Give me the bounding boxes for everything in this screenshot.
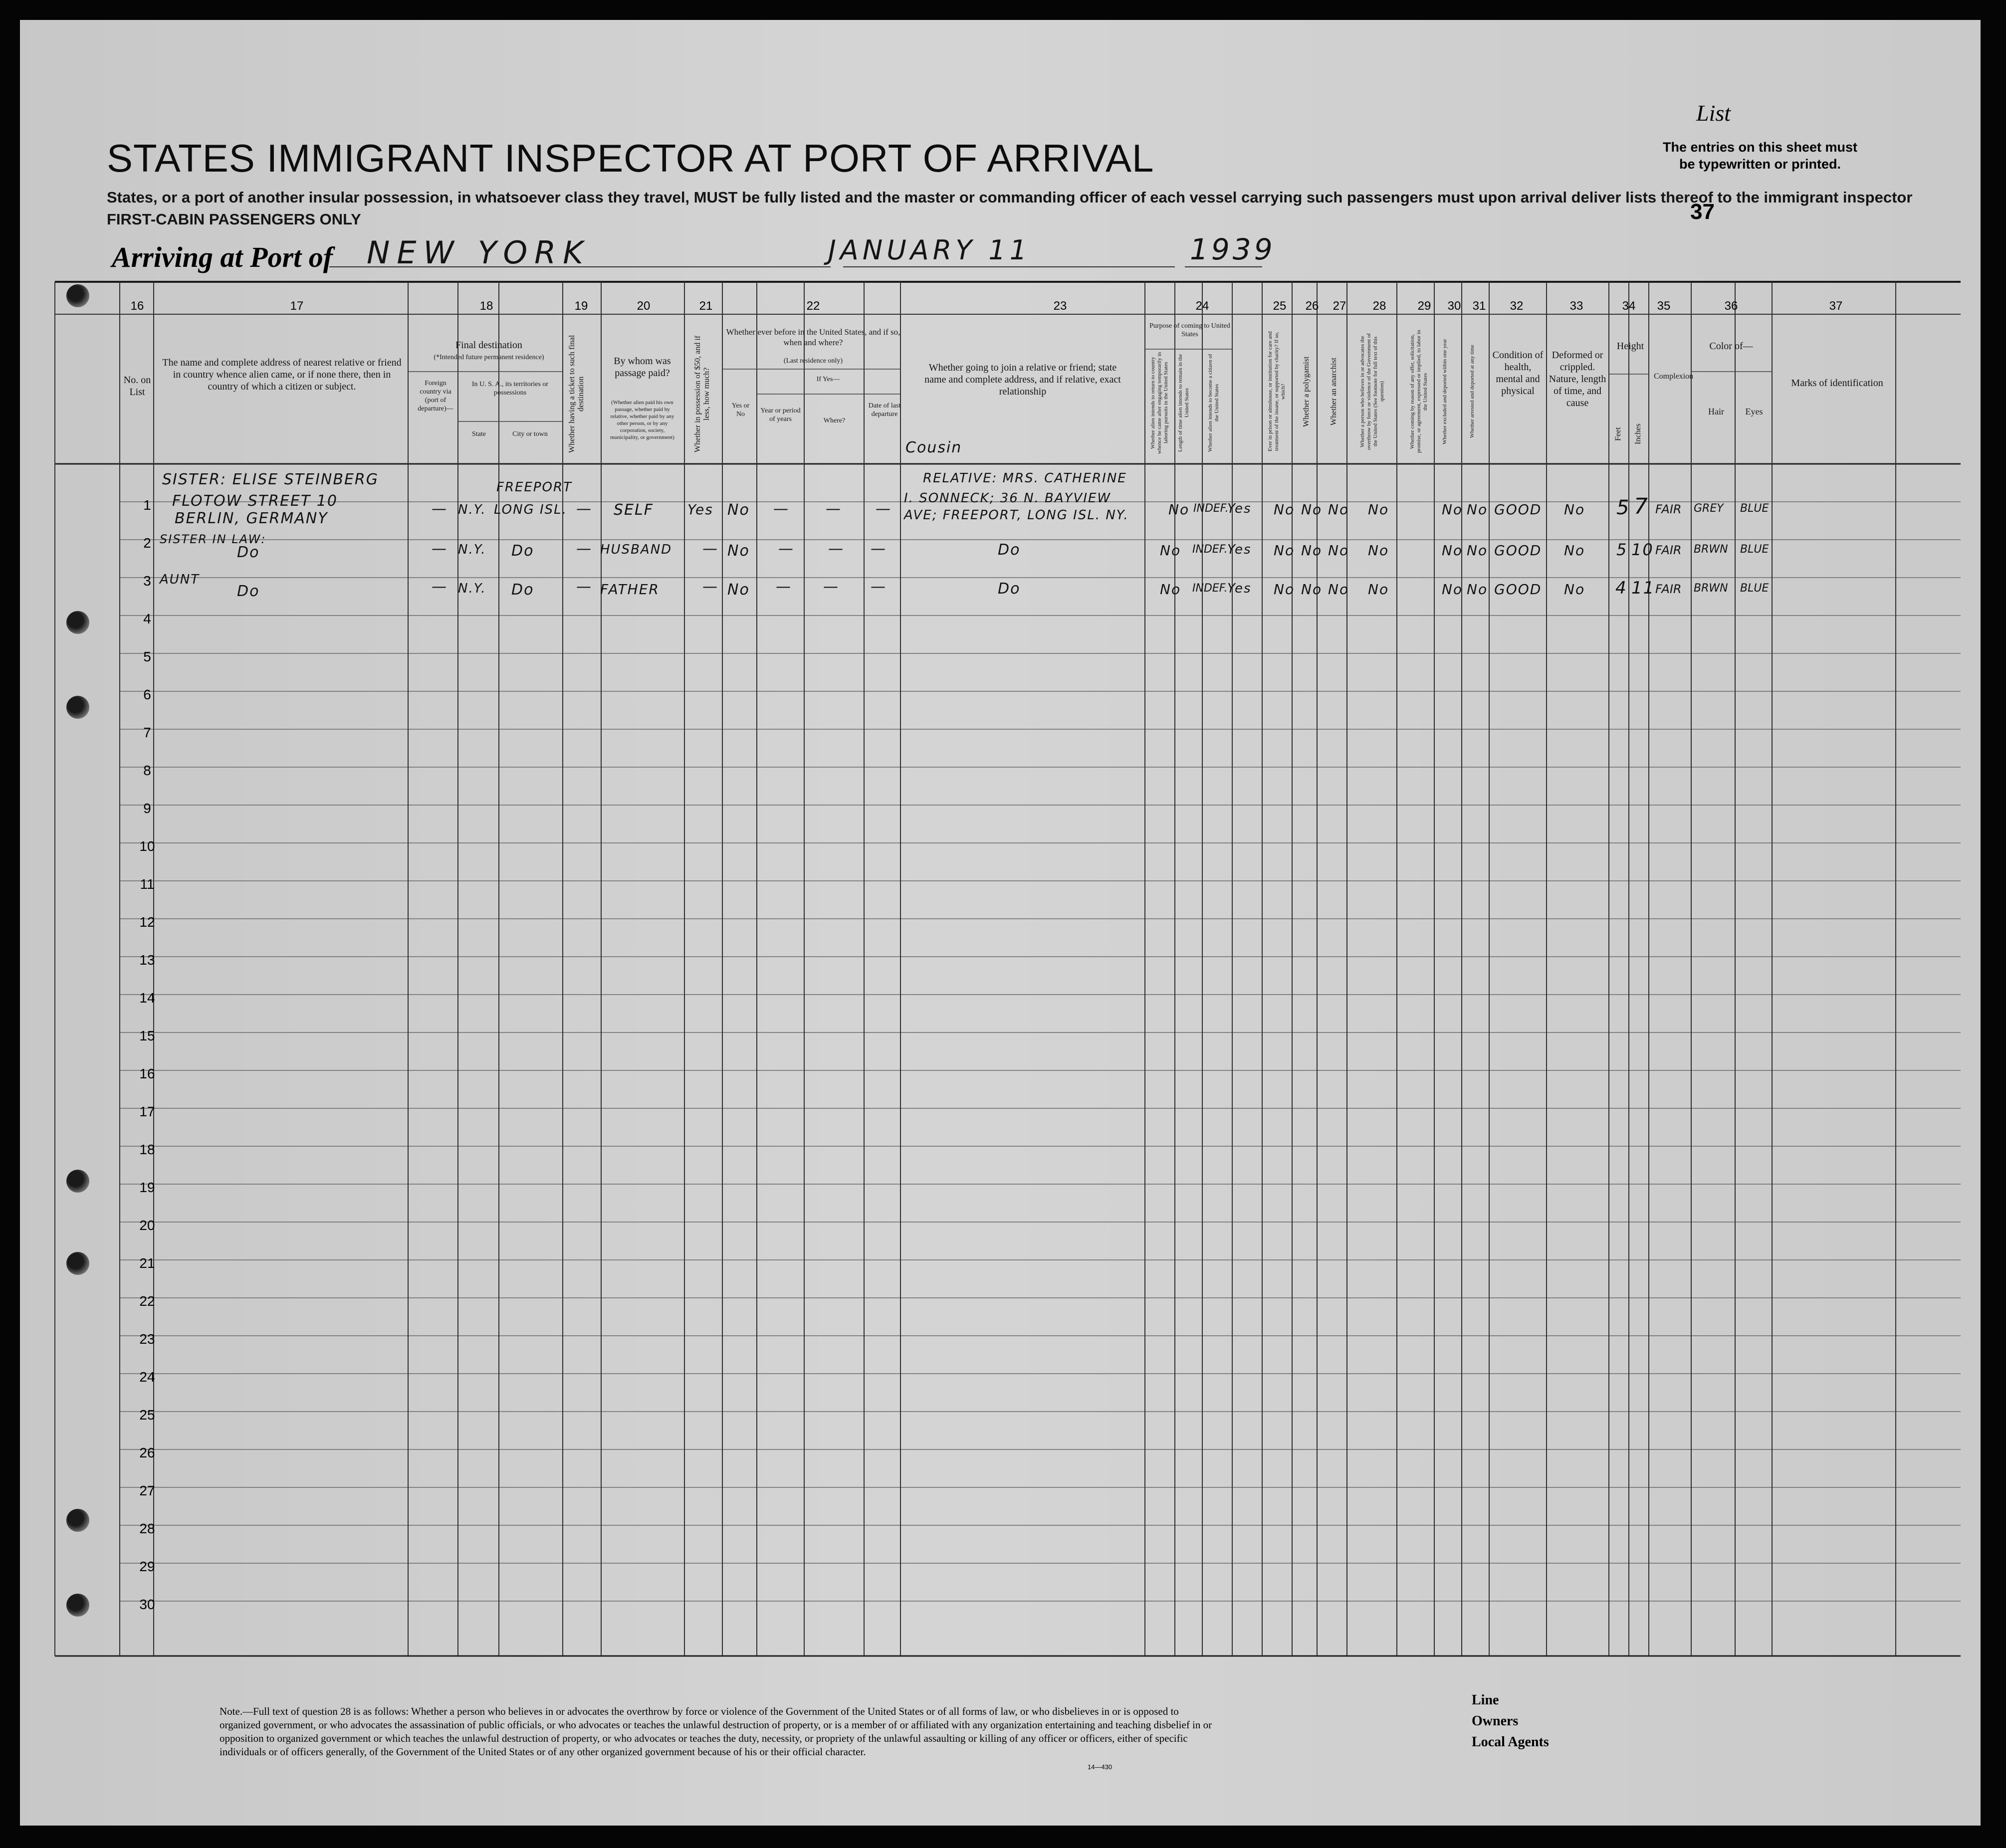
row-number: 29	[139, 1559, 155, 1574]
row-number: 26	[139, 1445, 155, 1460]
year-period-value: —	[773, 500, 789, 518]
heading-purpose: Purpose of coming to United States	[1149, 322, 1230, 338]
polygamist-value: No	[1301, 581, 1323, 598]
heading-state: State	[472, 430, 486, 438]
possession-value: —	[702, 578, 718, 596]
col-num-36: 36	[1724, 299, 1738, 313]
city-value: Do	[511, 542, 534, 560]
col-num-17: 17	[290, 299, 304, 313]
relative-ditto: Do	[237, 544, 260, 561]
col-num-34: 34	[1622, 299, 1636, 313]
joining-line: RELATIVE: MRS. CATHERINE	[923, 471, 1127, 486]
row-number: 6	[143, 687, 151, 702]
class-line: FIRST-CABIN PASSENGERS ONLY	[107, 210, 361, 228]
punch-hole	[66, 1509, 89, 1532]
length-value: INDEF.	[1193, 502, 1229, 515]
departure-value: —	[876, 500, 892, 518]
hair-value: GREY	[1694, 502, 1724, 515]
feet-value: 4	[1615, 578, 1627, 598]
heading-purpose-citizen: Whether alien intends to become a citizen of the United States	[1207, 354, 1220, 452]
ever-before-value: No	[727, 542, 750, 560]
heading-joining-relative: Whether going to join a relative or friend; state name and complete address, and if relative, exact relationship	[924, 362, 1121, 397]
excluded-value: No	[1442, 542, 1463, 559]
relative-line: AUNT	[160, 572, 200, 587]
row-number: 9	[143, 801, 151, 816]
relative-line: FLOTOW STREET 10	[172, 492, 338, 510]
city-value: Do	[511, 581, 534, 599]
heading-color-of: Color of—	[1709, 341, 1753, 352]
row-number: 16	[139, 1066, 155, 1081]
citizen-value: Yes	[1227, 542, 1252, 557]
heading-marks: Marks of identification	[1791, 378, 1883, 389]
punch-hole	[66, 284, 89, 307]
col-num-35: 35	[1657, 299, 1671, 313]
entries-note: The entries on this sheet must be typewritten or printed.	[1662, 140, 1858, 172]
year-value: 1939	[1190, 232, 1276, 266]
polygamist-value: No	[1301, 542, 1323, 559]
deformed-value: No	[1564, 581, 1585, 598]
eyes-value: BLUE	[1740, 582, 1769, 595]
prison-value: No	[1274, 581, 1295, 598]
date-value: JANUARY 11	[828, 234, 1031, 266]
joining-ditto: Do	[998, 580, 1021, 598]
joining-ditto: Do	[998, 541, 1021, 559]
joining-annotation: Cousin	[905, 439, 962, 456]
city-value: FREEPORT	[496, 480, 572, 495]
row-number: 28	[139, 1521, 155, 1536]
return-value: No	[1160, 581, 1181, 598]
heading-inches: Inches	[1634, 423, 1642, 444]
anarchist-value: No	[1328, 501, 1349, 518]
ticket-value: —	[576, 500, 592, 518]
ticket-value: —	[576, 540, 592, 558]
col-num-25: 25	[1273, 299, 1287, 313]
heading-if-yes: If Yes—	[816, 376, 840, 383]
health-value: GOOD	[1494, 501, 1542, 518]
length-value: INDEF.	[1192, 543, 1228, 556]
return-value: No	[1168, 501, 1190, 518]
col-num-21: 21	[699, 299, 713, 313]
row-number: 8	[143, 763, 151, 778]
list-label: List	[1696, 100, 1731, 126]
heading-date-departure: Date of last departure	[868, 402, 901, 418]
row-number: 3	[143, 573, 151, 589]
state-value: N.Y.	[458, 581, 486, 596]
heading-purpose-length: Length of time alien intends to remain in the United States	[1177, 354, 1190, 452]
row-number: 23	[139, 1331, 155, 1347]
where-value: —	[823, 578, 839, 596]
inches-value: 7	[1634, 494, 1649, 519]
row-number: 22	[139, 1293, 155, 1309]
heading-height: Height	[1616, 341, 1644, 352]
heading-where: Where?	[823, 417, 846, 424]
joining-line: I. SONNECK; 36 N. BAYVIEW	[904, 491, 1112, 506]
heading-final-destination: Final destination	[455, 340, 522, 351]
feet-value: 5	[1616, 540, 1628, 559]
inches-value: 10	[1631, 540, 1654, 559]
col-num-20: 20	[637, 299, 651, 313]
anarchist-value: No	[1328, 542, 1349, 559]
complexion-value: FAIR	[1655, 582, 1682, 596]
overthrow-value: No	[1368, 581, 1389, 598]
heading-hair: Hair	[1708, 407, 1724, 416]
heading-final-destination-sub: (*Intended future permanent residence)	[434, 354, 544, 361]
punch-hole	[66, 696, 89, 719]
joining-line: AVE; FREEPORT, LONG ISL. NY.	[904, 508, 1129, 523]
col-num-37: 37	[1829, 299, 1843, 313]
row-number: 20	[139, 1218, 155, 1233]
line-label: Line	[1472, 1692, 1499, 1708]
row-number: 25	[139, 1407, 155, 1423]
col-num-23: 23	[1053, 299, 1067, 313]
sheet-number: 37	[1690, 200, 1715, 224]
excluded-value: No	[1442, 501, 1463, 518]
row-number: 24	[139, 1369, 155, 1385]
form-code: 14—430	[1088, 1763, 1113, 1771]
relative-line: SISTER: ELISE STEINBERG	[162, 471, 379, 488]
col-num-29: 29	[1417, 299, 1431, 313]
health-value: GOOD	[1494, 581, 1542, 598]
col-num-18: 18	[479, 299, 493, 313]
col-num-30: 30	[1447, 299, 1461, 313]
row-number: 11	[140, 876, 155, 892]
heading-eyes: Eyes	[1745, 407, 1763, 416]
relative-line: SISTER IN LAW:	[160, 532, 266, 546]
state-value: N.Y.	[458, 542, 486, 557]
eyes-value: BLUE	[1740, 543, 1769, 556]
return-value: No	[1160, 542, 1181, 559]
heading-polygamist: Whether a polygamist	[1302, 356, 1311, 427]
col-num-24: 24	[1195, 299, 1209, 313]
health-value: GOOD	[1494, 542, 1542, 559]
arriving-label: Arriving at Port of	[112, 241, 333, 273]
heading-prison: Ever in prison or almshouse, or institution for care and treatment of the insane, or supported by charity? If so, which?	[1267, 331, 1286, 452]
row-number: 2	[143, 535, 151, 551]
relative-line: BERLIN, GERMANY	[175, 510, 328, 527]
instruction-text: States, or a port of another insular possession, in whatsoever class they travel, MUST be fully listed and the master or commanding officer of each vessel carrying such passengers must upon arrival deliver lists thereof to the immigrant inspector	[107, 189, 1913, 206]
foreign-country-value: —	[432, 578, 447, 596]
heading-possession: Whether in possession of $50, and if less, how much?	[693, 335, 711, 453]
possession-value: Yes	[687, 501, 713, 518]
col-num-27: 27	[1333, 299, 1346, 313]
row-number: 10	[139, 838, 155, 854]
foreign-country-value: —	[432, 500, 447, 518]
ever-before-value: No	[727, 501, 750, 519]
heading-excluded: Whether excluded and deported within one year	[1442, 339, 1448, 444]
possession-value: —	[702, 540, 718, 558]
heading-yes-or-no: Yes or No	[731, 402, 750, 418]
heading-health: Condition of health, mental and physical	[1492, 350, 1544, 397]
citizen-value: Yes	[1227, 501, 1252, 516]
row-number: 4	[143, 611, 151, 626]
heading-foreign-country: Foreign country via (port of departure)—	[418, 380, 453, 412]
row-number: 15	[139, 1028, 155, 1043]
eyes-value: BLUE	[1740, 502, 1769, 515]
excluded-value: No	[1442, 581, 1463, 598]
row-number: 14	[139, 990, 155, 1006]
heading-ever-before: Whether ever before in the United States, and if so, when and where?	[726, 327, 900, 347]
row-number: 13	[139, 952, 155, 968]
year-period-value: —	[776, 578, 792, 596]
deformed-value: No	[1564, 542, 1585, 559]
row-number: 5	[143, 649, 151, 664]
heading-arrested: Whether arrested and deported at any time	[1469, 345, 1475, 438]
heading-contract: Whether coming by reason of any offer, solicitation, promise, or agreement, expressed or implied, to labor in the United States	[1409, 330, 1428, 453]
overthrow-value: No	[1368, 542, 1389, 559]
row-number: 19	[139, 1180, 155, 1195]
col-num-26: 26	[1305, 299, 1319, 313]
prison-value: No	[1274, 501, 1295, 518]
prison-value: No	[1274, 542, 1295, 559]
heading-year-period: Year or period of years	[760, 407, 801, 423]
heading-relative-address: The name and complete address of nearest relative or friend in country whence alien came, or if none there, then in country of which a citizen or subject.	[162, 357, 402, 392]
citizen-value: Yes	[1227, 581, 1252, 596]
row-number: 18	[139, 1142, 155, 1157]
punch-hole	[66, 1252, 89, 1275]
where-value: —	[826, 500, 842, 518]
punch-hole	[66, 1594, 89, 1617]
deformed-value: No	[1564, 501, 1585, 518]
heading-ever-before-sub: (Last residence only)	[783, 357, 843, 365]
row-number: 17	[139, 1104, 155, 1119]
where-value: —	[828, 540, 844, 558]
owners-label: Owners	[1472, 1713, 1519, 1729]
arrested-value: No	[1467, 542, 1488, 559]
departure-value: —	[871, 540, 887, 558]
heading-deformed: Deformed or crippled. Nature, length of time, and cause	[1549, 350, 1606, 409]
heading-feet: Feet	[1614, 427, 1622, 441]
departure-value: —	[871, 578, 887, 596]
relative-ditto: Do	[237, 583, 260, 600]
punch-hole	[66, 1170, 89, 1193]
row-number: 27	[139, 1483, 155, 1498]
col-num-22: 22	[806, 299, 820, 313]
footnote: Note.—Full text of question 28 is as follows: Whether a person who believes in or advocates the overthrow by force or violence of the Government of the United States or of all forms of law, or who disbelieves in or is opposed to organized government, or who advocates the assassination of public officials, or who advocates or teaches the unlawful destruction of property, or is a member of or affiliated with any organization entertaining and teaching disbelief in or opposition to organized government or which teaches the unlawful destruction of property, or who advocates or teaches the duty, necessity, or propriety of the unlawful assaulting or killing of any officer or officers, either of specific individuals or of officers generally, of the Government of the United States or of any other organized government because of his or their official character.	[220, 1705, 1212, 1758]
punch-hole	[66, 611, 89, 634]
row-number: 1	[143, 497, 151, 513]
local-agents-label: Local Agents	[1472, 1734, 1549, 1750]
state-value: N.Y.	[458, 502, 486, 517]
ticket-value: —	[576, 578, 592, 596]
heading-overthrow: Whether a person who believes in or advocates the overthrow by force or violence of the Government of the United States (See footnote for full text of this question)	[1359, 333, 1385, 450]
anarchist-value: No	[1328, 581, 1349, 598]
row-number: 12	[139, 914, 155, 930]
heading-in-usa: In U. S. A., its territories or possessions	[471, 381, 549, 397]
paid-by-value: FATHER	[600, 581, 660, 598]
heading-ticket: Whether having a ticket to such final destination	[568, 335, 585, 453]
col-num-16: 16	[130, 299, 144, 313]
feet-value: 5	[1616, 496, 1630, 519]
col-num-19: 19	[574, 299, 588, 313]
heading-by-whom-paid: By whom was passage paid?	[614, 356, 671, 379]
arrested-value: No	[1467, 581, 1488, 598]
year-period-value: —	[778, 540, 794, 558]
row-number: 21	[139, 1255, 155, 1271]
paid-by-value: HUSBAND	[600, 542, 672, 557]
col-num-31: 31	[1472, 299, 1486, 313]
heading-complexion: Complexion	[1654, 372, 1694, 381]
complexion-value: FAIR	[1655, 543, 1682, 557]
row-number: 30	[139, 1597, 155, 1612]
inches-value: 11	[1631, 578, 1655, 598]
col-num-28: 28	[1372, 299, 1386, 313]
ever-before-value: No	[727, 581, 750, 599]
foreign-country-value: —	[432, 540, 447, 558]
overthrow-value: No	[1368, 501, 1389, 518]
length-value: INDEF.	[1192, 582, 1228, 595]
polygamist-value: No	[1301, 501, 1323, 518]
city-value: LONG ISL.	[494, 502, 567, 517]
row-number: 7	[143, 725, 151, 740]
col-num-32: 32	[1510, 299, 1524, 313]
hair-value: BRWN	[1694, 543, 1728, 556]
port-value: NEW YORK	[367, 234, 590, 271]
complexion-value: FAIR	[1655, 502, 1682, 516]
page-title: STATES IMMIGRANT INSPECTOR AT PORT OF ARRIVAL	[107, 136, 1154, 180]
heading-anarchist: Whether an anarchist	[1330, 358, 1338, 425]
hair-value: BRWN	[1694, 582, 1728, 595]
heading-purpose-return: Whether alien intends to return to country whence he came after engaging temporarily in laboring pursuits in the United States	[1150, 352, 1169, 454]
heading-city-or-town: City or town	[512, 430, 548, 438]
heading-by-whom-paid-sub: (Whether alien paid his own passage, whether paid by relative, whether paid by any other person, or by any corporation, society, municipality, or government)	[610, 400, 674, 440]
heading-no-on-list: No. on List	[123, 375, 151, 398]
arrested-value: No	[1467, 501, 1488, 518]
col-num-33: 33	[1569, 299, 1583, 313]
paid-by-value: SELF	[614, 501, 654, 519]
